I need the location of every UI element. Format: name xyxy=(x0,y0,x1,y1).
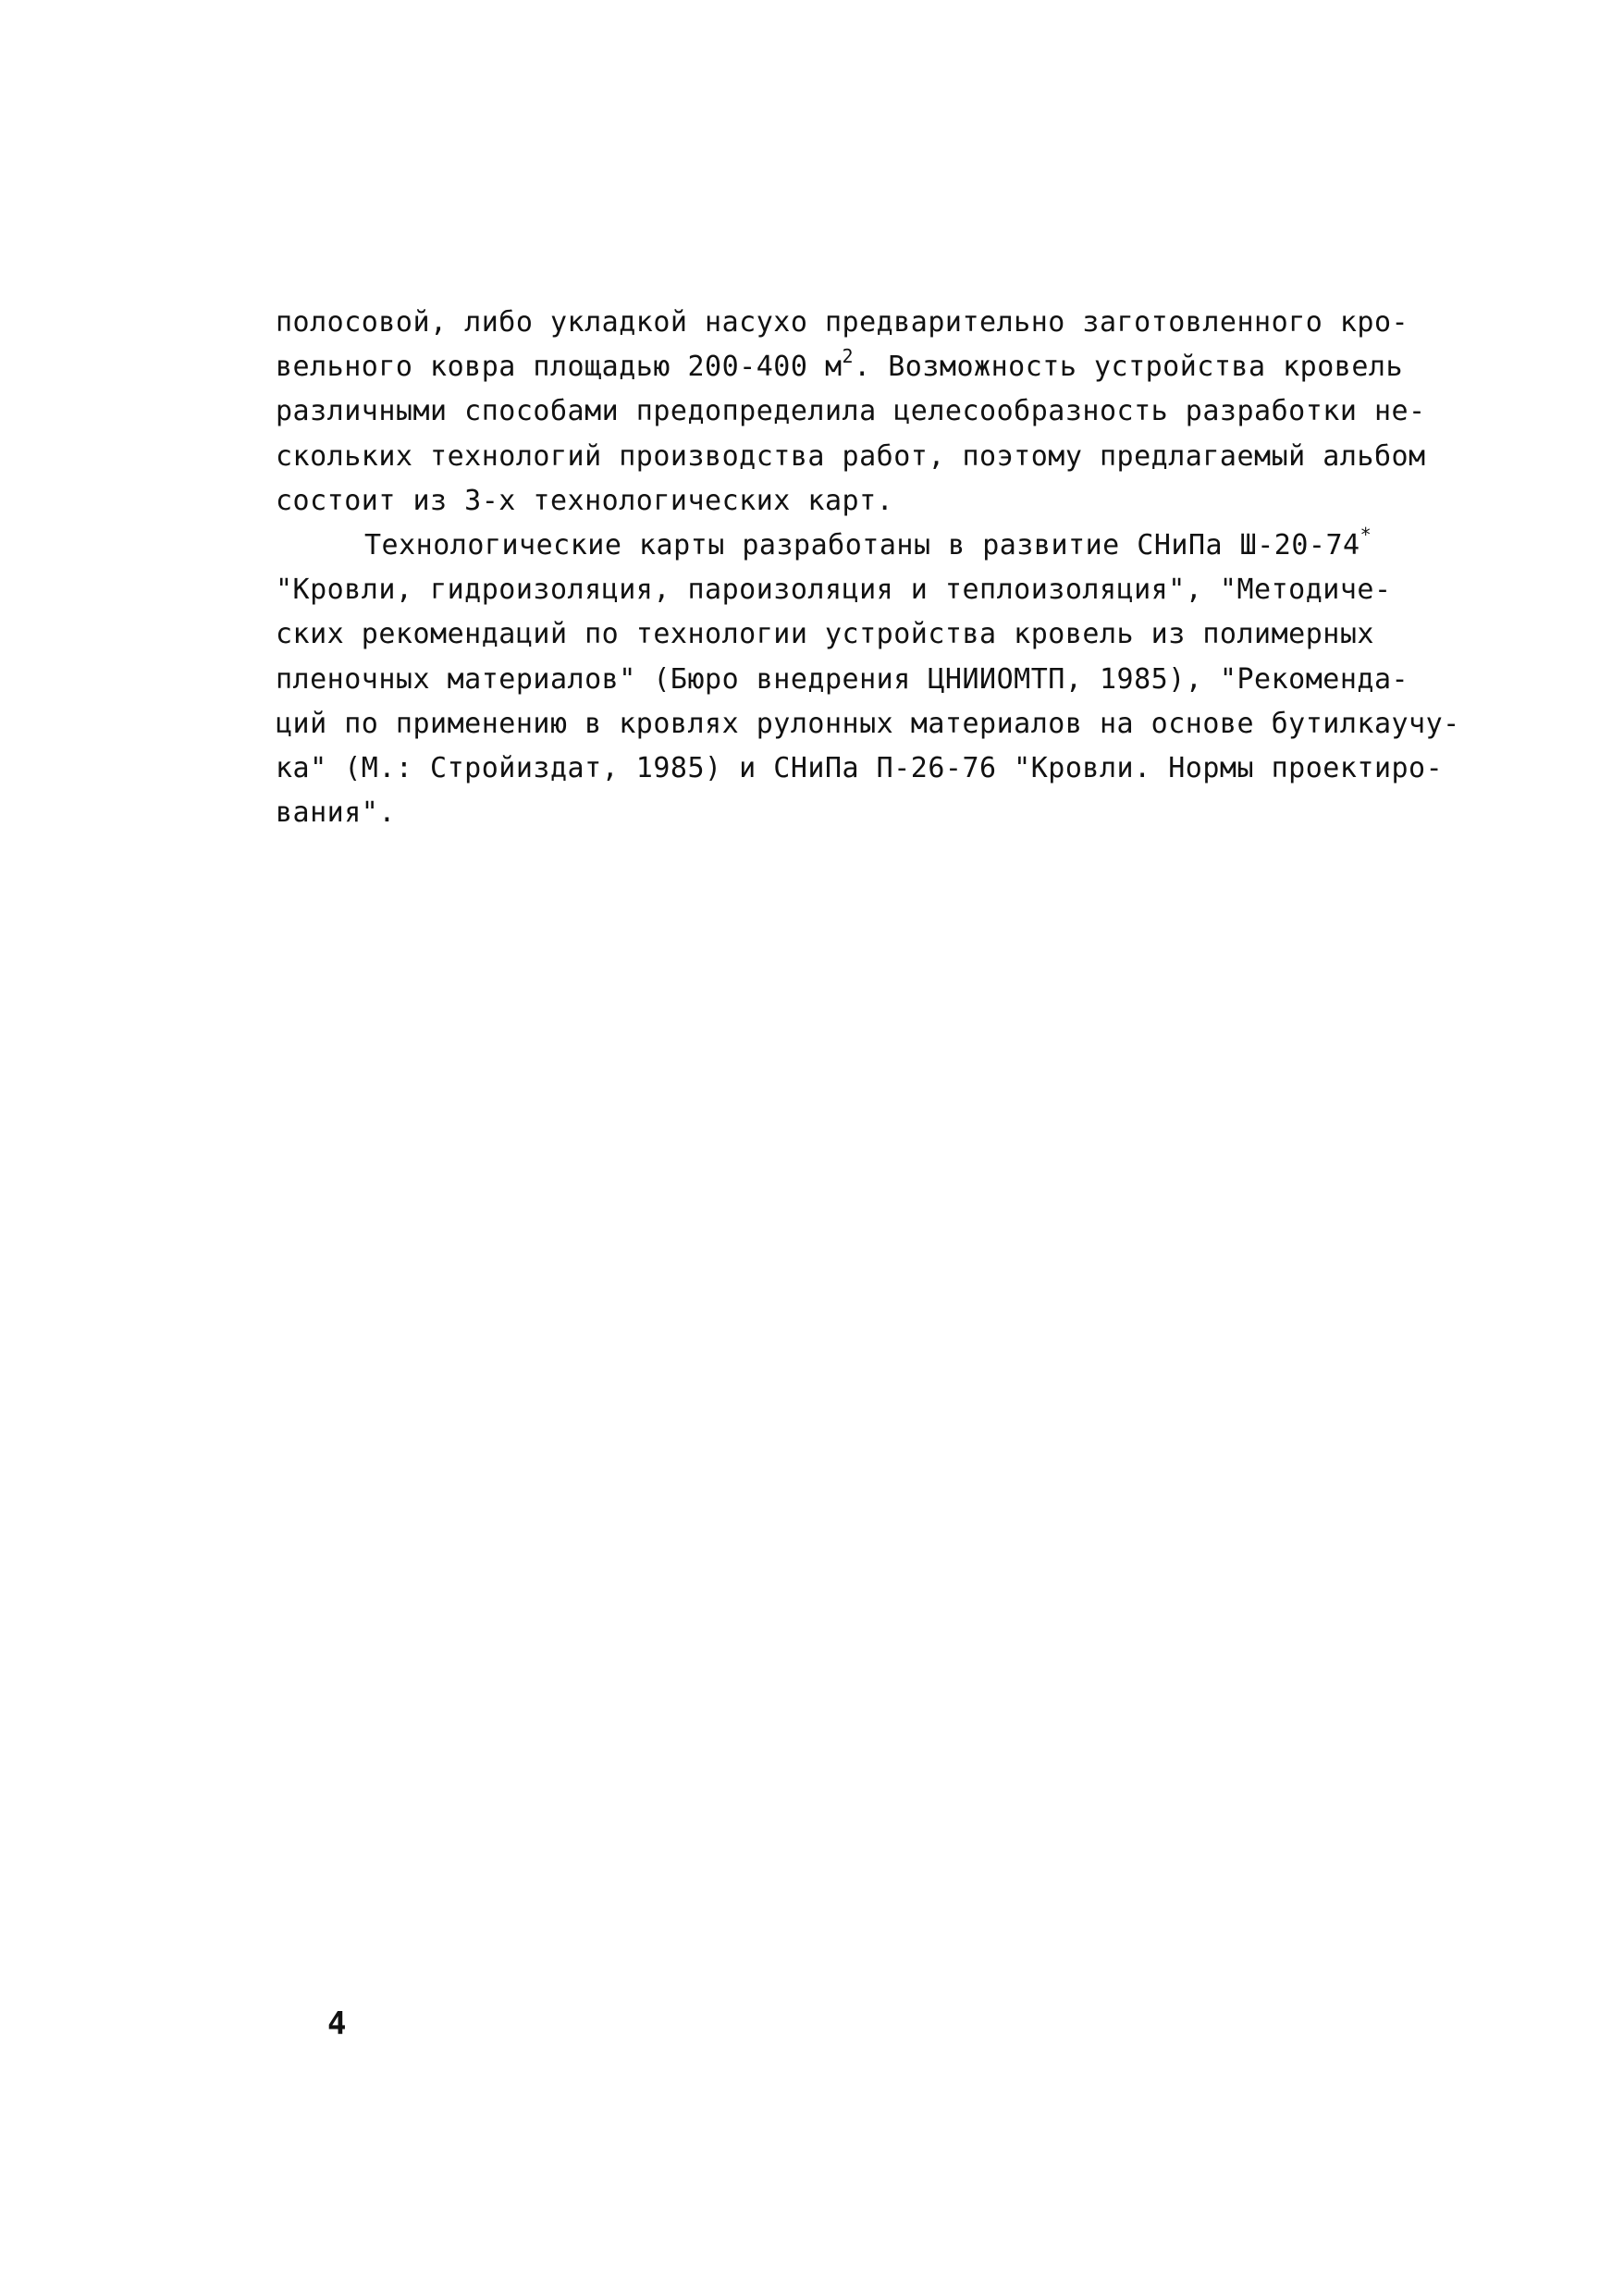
text-line: полосовой, либо укладкой насухо предварительно заготовленного кро- xyxy=(276,306,1409,339)
page-number: 4 xyxy=(327,2005,347,2042)
text-line: Технологические карты разработаны в развитие СНиПа Ш-20-74* xyxy=(364,524,1372,562)
superscript: * xyxy=(1359,524,1372,547)
text-line: ций по применению в кровлях рулонных материалов на основе бутилкаучу- xyxy=(276,707,1460,740)
text-line: вания". xyxy=(276,796,396,830)
text-line: ских рекомендаций по технологии устройства кровель из полимерных xyxy=(276,618,1374,651)
text-line: различными способами предопределила целесообразность разработки не- xyxy=(276,395,1426,428)
text-line: ка" (М.: Стройиздат, 1985) и СНиПа П-26-76 "Кровли. Нормы проектиро- xyxy=(276,752,1444,785)
text-line: "Кровли, гидроизоляция, пароизоляция и теплоизоляция", "Методиче- xyxy=(276,574,1392,607)
body-text xyxy=(276,301,1515,835)
text-line: скольких технологий производства работ, поэтому предлагаемый альбом xyxy=(276,439,1426,473)
text-line: состоит из 3-х технологических карт. xyxy=(276,484,894,517)
text-line: вельного ковра площадью 200-400 $м^2$. Возможность устройства кровель xyxy=(276,345,1404,384)
paragraph-2 xyxy=(276,524,1515,835)
paragraph-1 xyxy=(276,301,1515,524)
superscript: 2 xyxy=(842,345,855,368)
text-line: пленочных материалов" (Бюро внедрения ЦНИИОМТП, 1985), "Рекоменда- xyxy=(276,662,1409,696)
